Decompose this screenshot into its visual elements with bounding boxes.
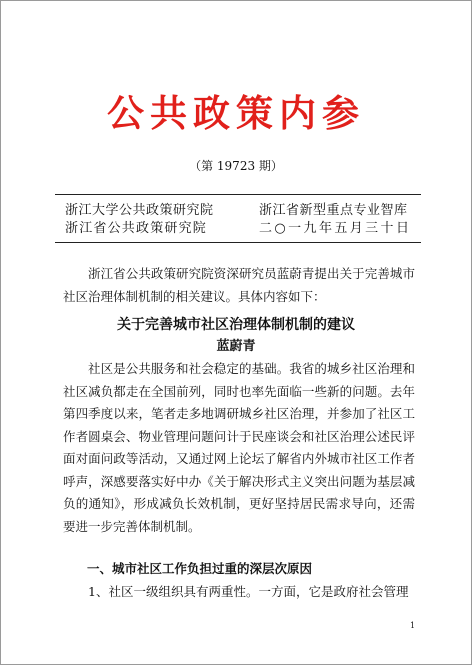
issue-number: （第 19723 期） [189,159,283,173]
header-rule-bottom [55,242,421,243]
publisher-line-1: 浙江大学公共政策研究院 [65,203,214,218]
body-paragraph: 社区是公共服务和社会稳定的基础。我省的城乡社区治理和社区减负都走在全国前列，同时也率先面临一些新的问题。去年第四季度以来，笔者走多地调研城乡社区治理，并参加了社区工作者圆桌会、物业管理问题问计于民座谈会和社区治理公述民评面对面问政等活动，又通过网上论坛了解省内外城市社区工作者呼声，深感要落实好中办《关于解决形式主义突出问题为基层减负的通知》，形成减负长效机制，更好坚持居民需求导向，还需要进一步完善体制机制。 [63,361,415,534]
masthead-title: 公共政策内参 [107,91,365,135]
think-tank-label: 浙江省新型重点专业智库 [259,203,408,218]
article-author: 蓝蔚青 [216,339,256,354]
publisher-line-2: 浙江省公共政策研究院 [65,221,208,236]
article-title: 关于完善城市社区治理体制机制的建议 [117,317,355,333]
header-rule-top [55,194,421,195]
intro-paragraph: 浙江省公共政策研究院资深研究员蓝蔚青提出关于完善城市社区治理体制机制的相关建议。具体内容如下： [63,266,415,304]
page-number: 1 [410,621,416,630]
list-item: 1、社区一级组织具有两重性。一方面，它是政府社会管理 [88,584,409,599]
section-heading: 一、城市社区工作负担过重的深层次原因 [87,561,313,576]
publish-date: 二○一九年五月三十日 [259,221,412,236]
